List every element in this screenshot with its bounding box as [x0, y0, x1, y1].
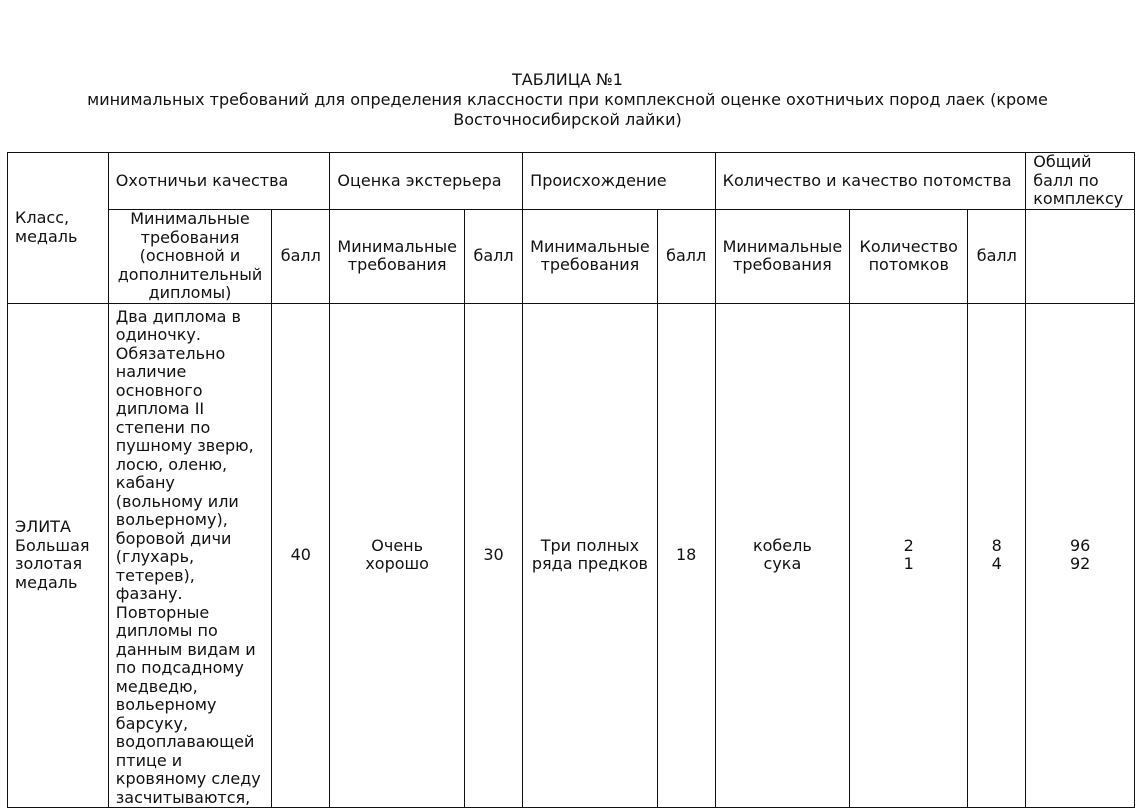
- header-exterior: Оценка экстерьера: [330, 153, 523, 210]
- row-exterior-min: Очень хорошо: [330, 303, 465, 808]
- row-total: 96 92: [1026, 303, 1135, 808]
- header-exterior-score: балл: [464, 210, 522, 304]
- row-origin-score: 18: [657, 303, 715, 808]
- table-row: [8, 303, 1135, 808]
- row-hunting-min: Два диплома в одиночку. Обязательно наличие основного диплома II степени по пушному зверю, лосю, оленю, кабану (вольному или вольерному), боровой дичи (глухарь, тетерев), фазану. Повторные дипломы по данным видам и по подсадному медведю, вольерному барсуку, водоплавающей птице и кровяному следу засчитываются,: [108, 303, 271, 808]
- table-title: ТАБЛИЦА №1: [512, 70, 623, 89]
- header-exterior-min: Минимальные требования: [330, 210, 465, 304]
- row-offspring-count: 2 1: [850, 303, 968, 808]
- header-origin: Происхождение: [523, 153, 715, 210]
- row-origin-min: Три полных ряда предков: [523, 303, 658, 808]
- requirements-table: [7, 152, 1135, 808]
- row-offspring-min: кобель сука: [715, 303, 850, 808]
- header-row-1: [8, 153, 1135, 210]
- header-offspring-min: Минимальные требования: [715, 210, 850, 304]
- row-exterior-score: 30: [464, 303, 522, 808]
- header-origin-min: Минимальные требования: [523, 210, 658, 304]
- header-hunting-min: Минимальные требования (основной и дополнительный дипломы): [108, 210, 271, 304]
- row-hunting-score: 40: [272, 303, 330, 808]
- header-origin-score: балл: [657, 210, 715, 304]
- row-offspring-score: 8 4: [968, 303, 1026, 808]
- table-heading: [0, 70, 1135, 130]
- header-offspring-score: балл: [968, 210, 1026, 304]
- header-class-medal: Класс, медаль: [8, 153, 109, 304]
- row-class-medal: ЭЛИТА Большая золотая медаль: [8, 303, 109, 808]
- header-offspring-count: Количество потомков: [850, 210, 968, 304]
- header-hunting-score: балл: [272, 210, 330, 304]
- header-total-empty: [1026, 210, 1135, 304]
- header-total: Общий балл по комплексу: [1026, 153, 1135, 210]
- header-row-2: [8, 210, 1135, 304]
- header-offspring: Количество и качество потомства: [715, 153, 1026, 210]
- table-subtitle: минимальных требований для определения классности при комплексной оценке охотничьих пород лаек (кроме Восточносибирской лайки): [87, 90, 1048, 129]
- header-hunting-qualities: Охотничьи качества: [108, 153, 330, 210]
